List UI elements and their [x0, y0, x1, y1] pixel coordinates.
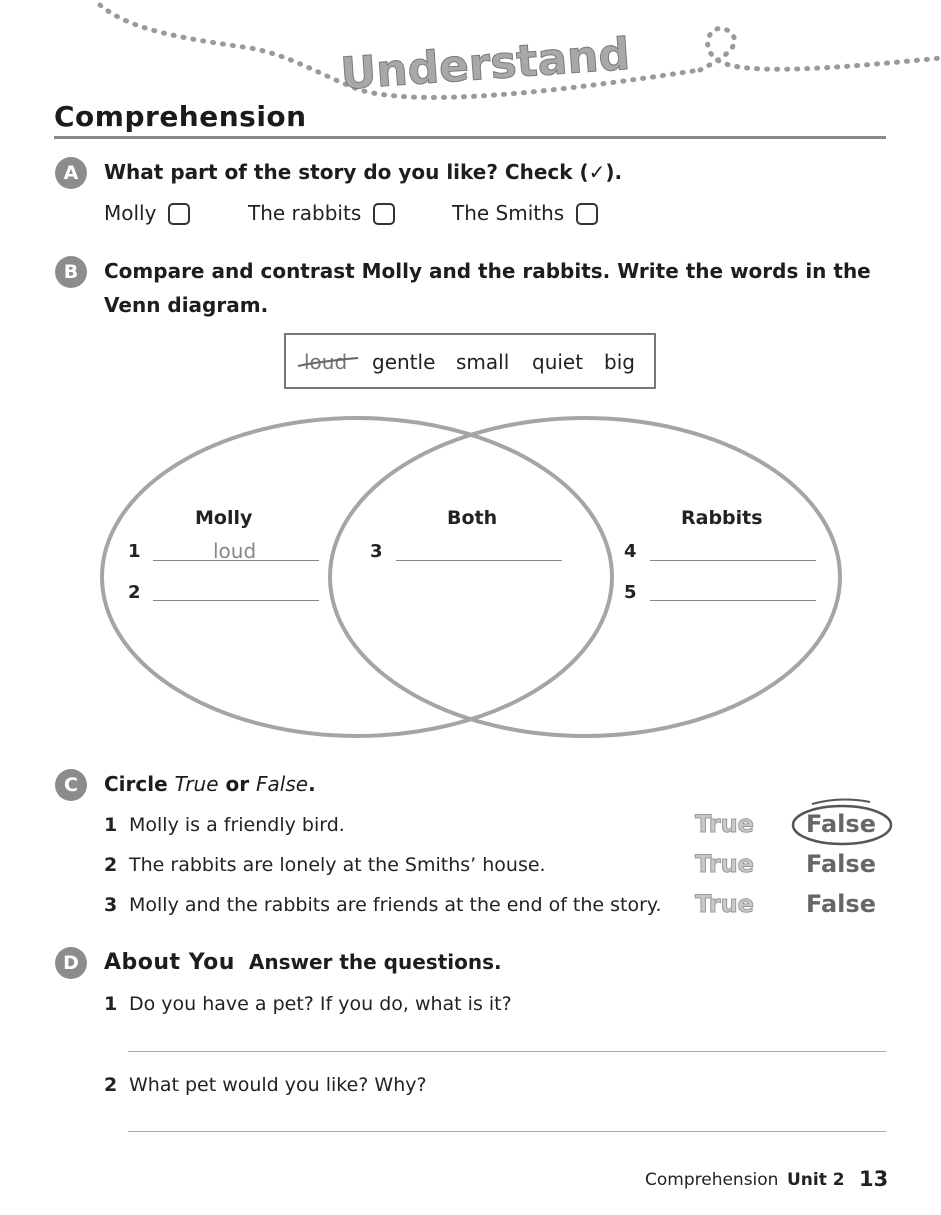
- word-loud: loud: [304, 350, 348, 374]
- title-rule: [54, 136, 886, 139]
- item-text: Molly is a friendly bird.: [129, 814, 345, 836]
- item-number: 3: [104, 894, 118, 916]
- venn-answer-1: loud: [213, 539, 257, 563]
- page-title: Comprehension: [54, 100, 307, 133]
- checkbox-smiths[interactable]: [576, 203, 598, 225]
- option-molly[interactable]: [104, 201, 190, 225]
- venn-number-1: 1: [128, 541, 141, 562]
- page-number: 13: [859, 1167, 889, 1191]
- true-option-3[interactable]: True: [695, 890, 754, 918]
- word-big: big: [604, 350, 635, 374]
- section-c-question: Circle True or False.: [104, 772, 316, 796]
- true-option-2[interactable]: True: [695, 850, 754, 878]
- word-small: small: [456, 350, 510, 374]
- false-option-1[interactable]: False: [806, 810, 876, 838]
- true-option-1[interactable]: True: [695, 810, 754, 838]
- banner-title: Understand: [338, 28, 632, 100]
- item-number: 1: [104, 814, 118, 836]
- section-d-heading: [104, 950, 502, 975]
- item-text: The rabbits are lonely at the Smiths’ house.: [129, 854, 546, 876]
- section-b-badge: B: [55, 256, 87, 288]
- venn-line-5[interactable]: [650, 600, 816, 601]
- venn-left-circle: [102, 418, 612, 736]
- venn-number-2: 2: [128, 582, 141, 603]
- item-text: Do you have a pet? If you do, what is it?: [129, 993, 512, 1015]
- checkbox-molly[interactable]: [168, 203, 190, 225]
- venn-label-molly: Molly: [195, 507, 253, 529]
- footer-section: Comprehension: [645, 1170, 779, 1190]
- option-label: The rabbits: [248, 201, 362, 225]
- option-label: Molly: [104, 201, 157, 225]
- venn-diagram: [0, 410, 941, 750]
- word-gentle: gentle: [372, 350, 436, 374]
- venn-line-3[interactable]: [396, 560, 562, 561]
- venn-line-4[interactable]: [650, 560, 816, 561]
- section-d-badge: D: [55, 947, 87, 979]
- section-c-badge: C: [55, 769, 87, 801]
- footer-unit: Unit 2: [787, 1170, 845, 1190]
- strike-through-mark: [296, 356, 360, 370]
- false-option-3[interactable]: False: [806, 890, 876, 918]
- venn-right-circle: [330, 418, 840, 736]
- dotted-curve-right: [700, 28, 941, 70]
- item-number: 2: [104, 854, 118, 876]
- section-d-title: About You: [104, 950, 235, 975]
- venn-number-3: 3: [370, 541, 383, 562]
- section-b-question-line1: Compare and contrast Molly and the rabbits. Write the words in the: [104, 259, 871, 283]
- item-number: 2: [104, 1074, 118, 1096]
- venn-number-5: 5: [624, 582, 637, 603]
- item-number: 1: [104, 993, 118, 1015]
- venn-label-both: Both: [447, 507, 498, 529]
- section-d-instruction: Answer the questions.: [248, 950, 502, 974]
- checkbox-rabbits[interactable]: [373, 203, 395, 225]
- item-text: Molly and the rabbits are friends at the end of the story.: [129, 894, 662, 916]
- option-smiths[interactable]: [452, 201, 598, 225]
- venn-number-4: 4: [624, 541, 637, 562]
- false-option-2[interactable]: False: [806, 850, 876, 878]
- option-rabbits[interactable]: [248, 201, 395, 225]
- word-quiet: quiet: [532, 350, 584, 374]
- answer-line-2[interactable]: [128, 1131, 886, 1132]
- venn-line-2[interactable]: [153, 600, 319, 601]
- header-banner: [0, 0, 941, 110]
- item-text: What pet would you like? Why?: [129, 1074, 427, 1096]
- answer-circle-mark: [790, 796, 896, 848]
- answer-line-1[interactable]: [128, 1051, 886, 1052]
- section-b-question-line2: Venn diagram.: [104, 293, 269, 317]
- venn-label-rabbits: Rabbits: [681, 507, 763, 529]
- section-a-badge: A: [55, 157, 87, 189]
- section-a-question: What part of the story do you like? Check (✓).: [104, 160, 623, 184]
- option-label: The Smiths: [452, 201, 565, 225]
